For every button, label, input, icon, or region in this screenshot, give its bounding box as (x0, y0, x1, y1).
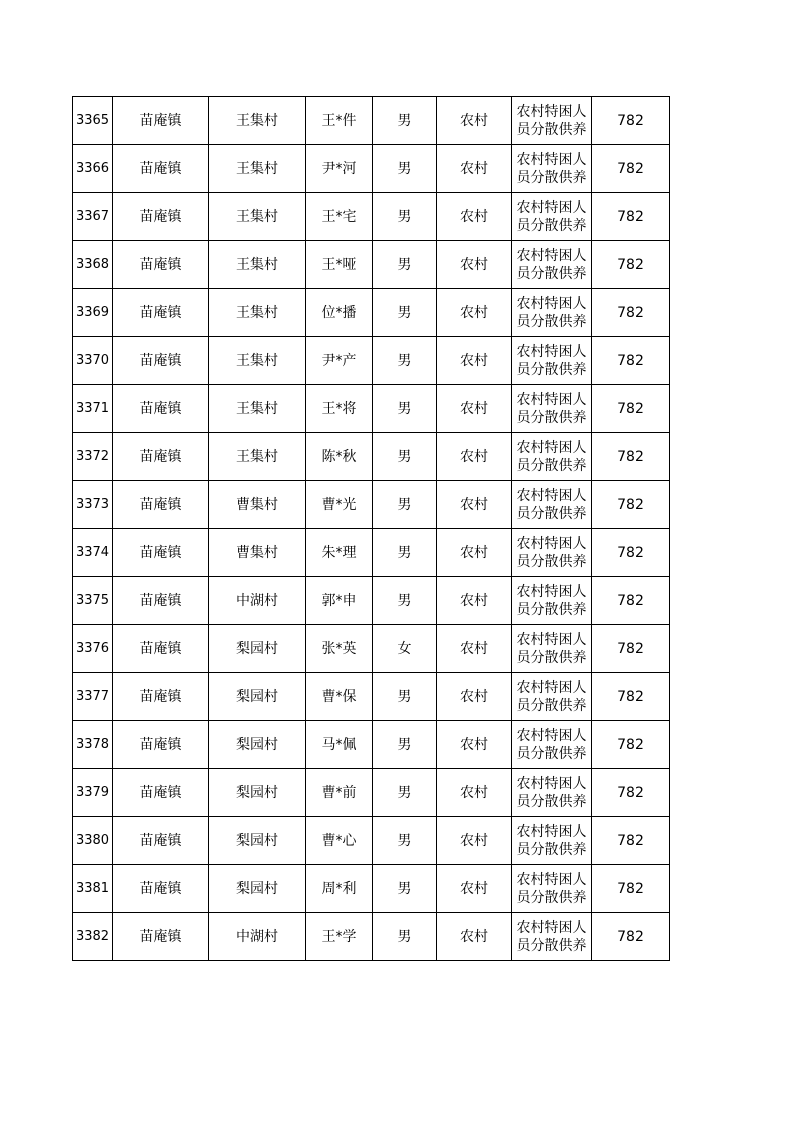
support-type-line-1: 农村特困人 (516, 295, 587, 312)
name-cell: 曹*保 (306, 673, 373, 721)
area-cell: 农村 (437, 673, 512, 721)
area-cell: 农村 (437, 193, 512, 241)
area-cell: 农村 (437, 289, 512, 337)
support-type-line-2: 员分散供养 (516, 889, 587, 906)
table-row (73, 769, 670, 817)
record-number-cell: 3367 (73, 193, 113, 241)
amount-cell: 782 (592, 385, 670, 433)
record-number-cell: 3377 (73, 673, 113, 721)
table-row (73, 721, 670, 769)
town-cell: 苗庵镇 (113, 433, 209, 481)
support-type-line-1: 农村特困人 (516, 247, 587, 264)
support-type-line-2: 员分散供养 (516, 505, 587, 522)
village-cell: 曹集村 (209, 481, 306, 529)
gender-cell: 女 (373, 625, 437, 673)
town-cell: 苗庵镇 (113, 529, 209, 577)
table-row (73, 193, 670, 241)
table-row (73, 385, 670, 433)
gender-cell: 男 (373, 145, 437, 193)
record-number-cell: 3379 (73, 769, 113, 817)
support-type-cell (512, 241, 592, 289)
area-cell: 农村 (437, 817, 512, 865)
table-row (73, 241, 670, 289)
village-cell: 中湖村 (209, 577, 306, 625)
support-type-cell (512, 97, 592, 145)
support-type-cell (512, 625, 592, 673)
town-cell: 苗庵镇 (113, 673, 209, 721)
area-cell: 农村 (437, 337, 512, 385)
support-type-cell (512, 289, 592, 337)
support-type-cell (512, 145, 592, 193)
name-cell: 曹*前 (306, 769, 373, 817)
amount-cell: 782 (592, 193, 670, 241)
table-row (73, 529, 670, 577)
name-cell: 王*哑 (306, 241, 373, 289)
support-type-cell (512, 721, 592, 769)
village-cell: 王集村 (209, 433, 306, 481)
area-cell: 农村 (437, 913, 512, 961)
gender-cell: 男 (373, 97, 437, 145)
amount-cell: 782 (592, 865, 670, 913)
support-type-cell (512, 913, 592, 961)
support-type-line-2: 员分散供养 (516, 265, 587, 282)
village-cell: 梨园村 (209, 817, 306, 865)
support-type-cell (512, 529, 592, 577)
support-type-line-1: 农村特困人 (516, 391, 587, 408)
support-type-line-1: 农村特困人 (516, 103, 587, 120)
town-cell: 苗庵镇 (113, 385, 209, 433)
town-cell: 苗庵镇 (113, 289, 209, 337)
support-type-line-1: 农村特困人 (516, 823, 587, 840)
village-cell: 王集村 (209, 241, 306, 289)
support-type-cell (512, 577, 592, 625)
support-type-line-1: 农村特困人 (516, 343, 587, 360)
village-cell: 梨园村 (209, 673, 306, 721)
name-cell: 陈*秋 (306, 433, 373, 481)
support-type-line-2: 员分散供养 (516, 793, 587, 810)
table-row (73, 865, 670, 913)
support-type-cell (512, 337, 592, 385)
gender-cell: 男 (373, 721, 437, 769)
town-cell: 苗庵镇 (113, 145, 209, 193)
area-cell: 农村 (437, 625, 512, 673)
support-type-line-2: 员分散供养 (516, 313, 587, 330)
amount-cell: 782 (592, 529, 670, 577)
table-row (73, 145, 670, 193)
record-number-cell: 3380 (73, 817, 113, 865)
area-cell: 农村 (437, 577, 512, 625)
name-cell: 王*件 (306, 97, 373, 145)
gender-cell: 男 (373, 481, 437, 529)
name-cell: 周*利 (306, 865, 373, 913)
support-type-line-2: 员分散供养 (516, 409, 587, 426)
support-type-line-2: 员分散供养 (516, 121, 587, 138)
support-type-line-2: 员分散供养 (516, 937, 587, 954)
amount-cell: 782 (592, 241, 670, 289)
area-cell: 农村 (437, 529, 512, 577)
amount-cell: 782 (592, 145, 670, 193)
support-type-line-2: 员分散供养 (516, 361, 587, 378)
name-cell: 郭*申 (306, 577, 373, 625)
beneficiary-table (72, 96, 670, 961)
name-cell: 王*将 (306, 385, 373, 433)
support-type-line-1: 农村特困人 (516, 535, 587, 552)
town-cell: 苗庵镇 (113, 721, 209, 769)
town-cell: 苗庵镇 (113, 865, 209, 913)
support-type-line-1: 农村特困人 (516, 871, 587, 888)
support-type-line-2: 员分散供养 (516, 841, 587, 858)
amount-cell: 782 (592, 817, 670, 865)
support-type-line-2: 员分散供养 (516, 169, 587, 186)
support-type-cell (512, 817, 592, 865)
town-cell: 苗庵镇 (113, 337, 209, 385)
support-type-cell (512, 385, 592, 433)
record-number-cell: 3370 (73, 337, 113, 385)
name-cell: 曹*光 (306, 481, 373, 529)
record-number-cell: 3382 (73, 913, 113, 961)
village-cell: 曹集村 (209, 529, 306, 577)
amount-cell: 782 (592, 337, 670, 385)
gender-cell: 男 (373, 193, 437, 241)
amount-cell: 782 (592, 625, 670, 673)
amount-cell: 782 (592, 769, 670, 817)
record-number-cell: 3374 (73, 529, 113, 577)
amount-cell: 782 (592, 577, 670, 625)
town-cell: 苗庵镇 (113, 769, 209, 817)
gender-cell: 男 (373, 337, 437, 385)
gender-cell: 男 (373, 913, 437, 961)
amount-cell: 782 (592, 289, 670, 337)
amount-cell: 782 (592, 673, 670, 721)
support-type-line-1: 农村特困人 (516, 919, 587, 936)
record-number-cell: 3378 (73, 721, 113, 769)
record-number-cell: 3372 (73, 433, 113, 481)
table-row (73, 433, 670, 481)
village-cell: 王集村 (209, 337, 306, 385)
record-number-cell: 3369 (73, 289, 113, 337)
town-cell: 苗庵镇 (113, 913, 209, 961)
village-cell: 梨园村 (209, 769, 306, 817)
table-row (73, 673, 670, 721)
town-cell: 苗庵镇 (113, 577, 209, 625)
support-type-line-1: 农村特困人 (516, 631, 587, 648)
support-type-line-2: 员分散供养 (516, 745, 587, 762)
amount-cell: 782 (592, 481, 670, 529)
record-number-cell: 3381 (73, 865, 113, 913)
area-cell: 农村 (437, 721, 512, 769)
gender-cell: 男 (373, 433, 437, 481)
table-row (73, 289, 670, 337)
support-type-line-2: 员分散供养 (516, 217, 587, 234)
village-cell: 中湖村 (209, 913, 306, 961)
area-cell: 农村 (437, 481, 512, 529)
gender-cell: 男 (373, 769, 437, 817)
amount-cell: 782 (592, 97, 670, 145)
amount-cell: 782 (592, 433, 670, 481)
town-cell: 苗庵镇 (113, 625, 209, 673)
name-cell: 尹*河 (306, 145, 373, 193)
village-cell: 王集村 (209, 193, 306, 241)
table-row (73, 913, 670, 961)
name-cell: 位*播 (306, 289, 373, 337)
town-cell: 苗庵镇 (113, 817, 209, 865)
support-type-line-2: 员分散供养 (516, 697, 587, 714)
support-type-cell (512, 769, 592, 817)
table-row (73, 481, 670, 529)
support-type-cell (512, 193, 592, 241)
area-cell: 农村 (437, 385, 512, 433)
village-cell: 王集村 (209, 289, 306, 337)
record-number-cell: 3366 (73, 145, 113, 193)
support-type-line-2: 员分散供养 (516, 649, 587, 666)
table-body (73, 97, 670, 961)
record-number-cell: 3375 (73, 577, 113, 625)
town-cell: 苗庵镇 (113, 481, 209, 529)
gender-cell: 男 (373, 673, 437, 721)
support-type-line-1: 农村特困人 (516, 775, 587, 792)
record-number-cell: 3376 (73, 625, 113, 673)
support-type-line-1: 农村特困人 (516, 583, 587, 600)
name-cell: 曹*心 (306, 817, 373, 865)
gender-cell: 男 (373, 865, 437, 913)
name-cell: 张*英 (306, 625, 373, 673)
support-type-line-1: 农村特困人 (516, 439, 587, 456)
support-type-line-2: 员分散供养 (516, 457, 587, 474)
name-cell: 王*学 (306, 913, 373, 961)
village-cell: 王集村 (209, 385, 306, 433)
village-cell: 梨园村 (209, 865, 306, 913)
gender-cell: 男 (373, 385, 437, 433)
town-cell: 苗庵镇 (113, 97, 209, 145)
area-cell: 农村 (437, 769, 512, 817)
gender-cell: 男 (373, 577, 437, 625)
area-cell: 农村 (437, 865, 512, 913)
area-cell: 农村 (437, 145, 512, 193)
area-cell: 农村 (437, 433, 512, 481)
town-cell: 苗庵镇 (113, 193, 209, 241)
name-cell: 马*佩 (306, 721, 373, 769)
support-type-line-1: 农村特困人 (516, 727, 587, 744)
support-type-line-2: 员分散供养 (516, 601, 587, 618)
village-cell: 王集村 (209, 97, 306, 145)
amount-cell: 782 (592, 913, 670, 961)
record-number-cell: 3365 (73, 97, 113, 145)
support-type-line-2: 员分散供养 (516, 553, 587, 570)
support-type-cell (512, 481, 592, 529)
table-row (73, 337, 670, 385)
gender-cell: 男 (373, 529, 437, 577)
town-cell: 苗庵镇 (113, 241, 209, 289)
support-type-cell (512, 673, 592, 721)
support-type-line-1: 农村特困人 (516, 487, 587, 504)
village-cell: 梨园村 (209, 721, 306, 769)
table-row (73, 97, 670, 145)
table-row (73, 577, 670, 625)
table-row (73, 625, 670, 673)
name-cell: 王*宅 (306, 193, 373, 241)
record-number-cell: 3373 (73, 481, 113, 529)
support-type-cell (512, 433, 592, 481)
record-number-cell: 3368 (73, 241, 113, 289)
gender-cell: 男 (373, 289, 437, 337)
record-number-cell: 3371 (73, 385, 113, 433)
table-row (73, 817, 670, 865)
support-type-line-1: 农村特困人 (516, 199, 587, 216)
amount-cell: 782 (592, 721, 670, 769)
area-cell: 农村 (437, 97, 512, 145)
gender-cell: 男 (373, 817, 437, 865)
area-cell: 农村 (437, 241, 512, 289)
village-cell: 王集村 (209, 145, 306, 193)
support-type-line-1: 农村特困人 (516, 151, 587, 168)
support-type-cell (512, 865, 592, 913)
name-cell: 尹*产 (306, 337, 373, 385)
support-type-line-1: 农村特困人 (516, 679, 587, 696)
name-cell: 朱*理 (306, 529, 373, 577)
village-cell: 梨园村 (209, 625, 306, 673)
gender-cell: 男 (373, 241, 437, 289)
